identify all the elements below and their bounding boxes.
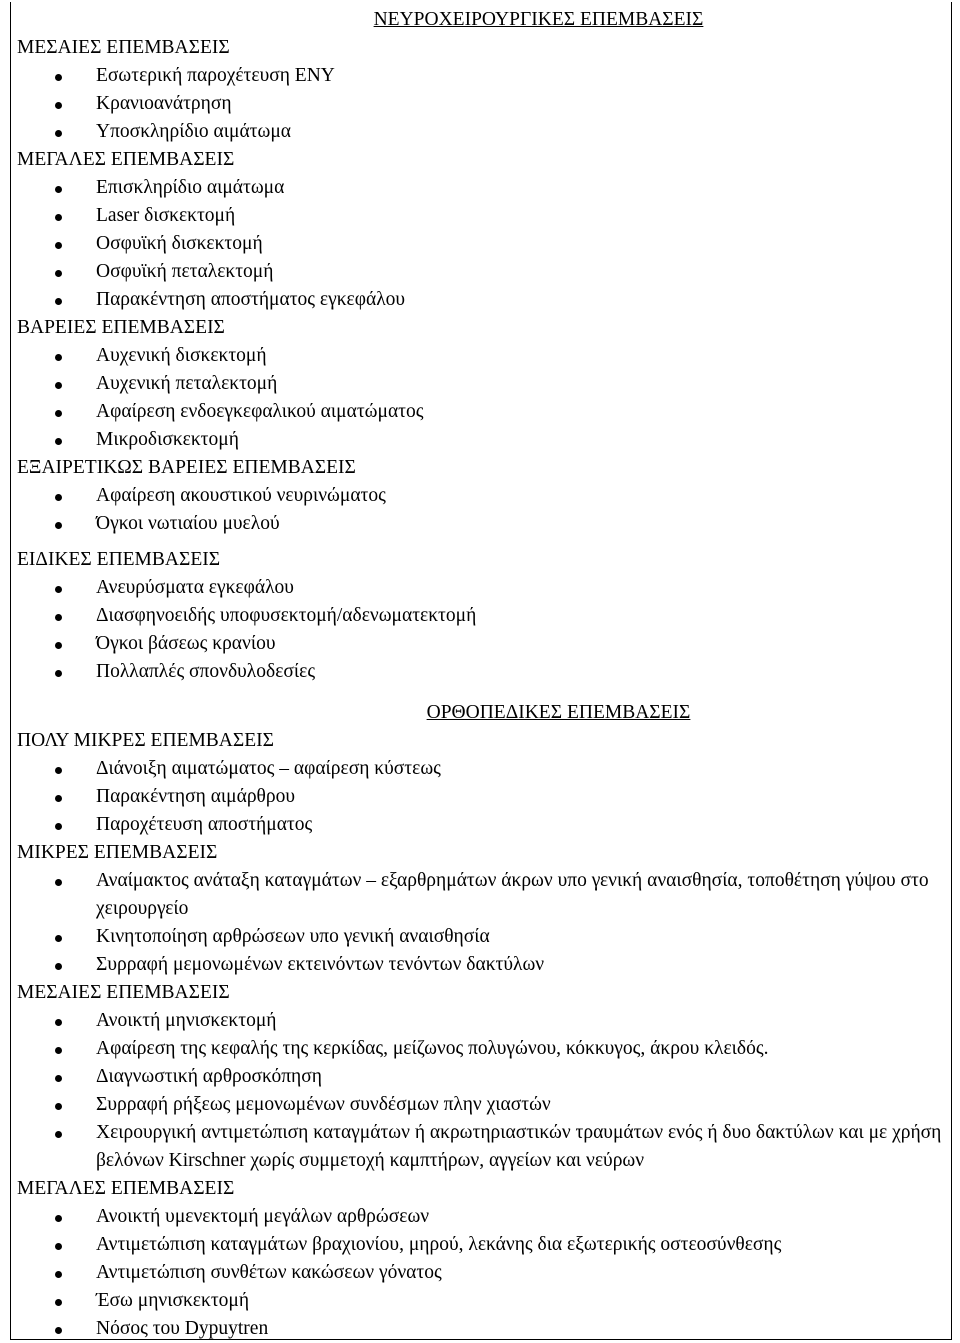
bullet-icon [55, 522, 62, 529]
list-item: Αυχενική δισκεκτομή [17, 342, 960, 370]
list-item: Οσφυϊκή δισκεκτομή [17, 230, 960, 258]
section-title-neuro: ΝΕΥΡΟΧΕΙΡΟΥΡΓΙΚΕΣ ΕΠΕΜΒΑΣΕΙΣ [373, 9, 704, 30]
list-item: Χειρουργική αντιμετώπιση καταγμάτων ή ακρωτηριαστικών τραυμάτων ενός ή δυο δακτύλων και με χρήση βελόνων Kirschner χωρίς συμμετοχή καμπτήρων, αγγείων και νεύρων [17, 1119, 960, 1175]
list-item: Παρακέντηση αιμάρθρου [17, 783, 960, 811]
bullet-icon [55, 410, 62, 417]
bullet-icon [55, 1131, 62, 1138]
procedure-list [17, 1203, 960, 1343]
list-item: Οσφυϊκή πεταλεκτομή [17, 258, 960, 286]
list-item: Έσω μηνισκεκτομή [17, 1287, 960, 1315]
bullet-icon [55, 879, 62, 886]
bullet-icon [55, 795, 62, 802]
procedure-list [17, 342, 960, 454]
list-item: Αντιμετώπιση καταγμάτων βραχιονίου, μηρού, λεκάνης δια εξωτερικής οστεοσύνθεσης [17, 1231, 960, 1259]
bullet-icon [55, 642, 62, 649]
bullet-icon [55, 1243, 62, 1250]
category-heading: ΕΙΔΙΚΕΣ ΕΠΕΜΒΑΣΕΙΣ [17, 549, 221, 570]
bullet-icon [55, 767, 62, 774]
list-item: Κινητοποίηση αρθρώσεων υπο γενική αναισθησία [17, 923, 960, 951]
bullet-icon [55, 823, 62, 830]
category-heading: ΜΙΚΡΕΣ ΕΠΕΜΒΑΣΕΙΣ [17, 842, 218, 863]
bullet-icon [55, 298, 62, 305]
list-item: Όγκοι νωτιαίου μυελού [17, 510, 960, 538]
list-item: Μικροδισκεκτομή [17, 426, 960, 454]
list-item: Υποσκληρίδιο αιμάτωμα [17, 118, 960, 146]
bullet-icon [55, 1327, 62, 1334]
list-item: Αντιμετώπιση συνθέτων κακώσεων γόνατος [17, 1259, 960, 1287]
bullet-icon [55, 1299, 62, 1306]
category-heading: ΕΞΑΙΡΕΤΙΚΩΣ ΒΑΡΕΙΕΣ ΕΠΕΜΒΑΣΕΙΣ [17, 457, 356, 478]
list-item: Αφαίρεση ακουστικού νευρινώματος [17, 482, 960, 510]
list-item: Ανοικτή υμενεκτομή μεγάλων αρθρώσεων [17, 1203, 960, 1231]
list-item: Παροχέτευση αποστήματος [17, 811, 960, 839]
list-item: Ανοικτή μηνισκεκτομή [17, 1007, 960, 1035]
bullet-icon [55, 214, 62, 221]
ortho-section [17, 699, 960, 1343]
list-item: Όγκοι βάσεως κρανίου [17, 630, 960, 658]
list-item: Αυχενική πεταλεκτομή [17, 370, 960, 398]
bullet-icon [55, 438, 62, 445]
procedure-list [17, 174, 960, 314]
procedure-list [17, 755, 960, 839]
list-item: Διασφηνοειδής υποφυσεκτομή/αδενωματεκτομή [17, 602, 960, 630]
bullet-icon [55, 186, 62, 193]
procedure-list [17, 574, 960, 686]
bullet-icon [55, 242, 62, 249]
category-heading: ΒΑΡΕΙΕΣ ΕΠΕΜΒΑΣΕΙΣ [17, 317, 225, 338]
bullet-icon [55, 670, 62, 677]
list-item: Αφαίρεση της κεφαλής της κερκίδας, μείζωνος πολυγώνου, κόκκυγος, άκρου κλειδός. [17, 1035, 960, 1063]
category-heading: ΜΕΣΑΙΕΣ ΕΠΕΜΒΑΣΕΙΣ [17, 37, 230, 58]
bullet-icon [55, 1103, 62, 1110]
list-item: Συρραφή μεμονωμένων εκτεινόντων τενόντων δακτύλων [17, 951, 960, 979]
category-heading: ΠΟΛΥ ΜΙΚΡΕΣ ΕΠΕΜΒΑΣΕΙΣ [17, 730, 274, 751]
procedure-list [17, 867, 960, 979]
bullet-icon [55, 494, 62, 501]
procedure-list [17, 482, 960, 538]
bullet-icon [55, 1075, 62, 1082]
category-heading: ΜΕΣΑΙΕΣ ΕΠΕΜΒΑΣΕΙΣ [17, 982, 230, 1003]
bullet-icon [55, 102, 62, 109]
bullet-icon [55, 382, 62, 389]
bullet-icon [55, 270, 62, 277]
bullet-icon [55, 614, 62, 621]
bullet-icon [55, 130, 62, 137]
list-item: Επισκληρίδιο αιμάτωμα [17, 174, 960, 202]
list-item: Αναίμακτος ανάταξη καταγμάτων – εξαρθρημάτων άκρων υπο γενική αναισθησία, τοποθέτηση γύψου στο χειρουργείο [17, 867, 960, 923]
list-item: Διάνοιξη αιματώματος – αφαίρεση κύστεως [17, 755, 960, 783]
bullet-icon [55, 354, 62, 361]
bullet-icon [55, 1019, 62, 1026]
list-item: Laser δισκεκτομή [17, 202, 960, 230]
bullet-icon [55, 1215, 62, 1222]
neuro-section [17, 3, 960, 686]
section-title-ortho: ΟΡΘΟΠΕΔΙΚΕΣ ΕΠΕΜΒΑΣΕΙΣ [426, 702, 691, 723]
spacer [17, 538, 960, 546]
list-item: Πολλαπλές σπονδυλοδεσίες [17, 658, 960, 686]
bullet-icon [55, 586, 62, 593]
bullet-icon [55, 935, 62, 942]
bullet-icon [55, 1047, 62, 1054]
list-item: Κρανιοανάτρηση [17, 90, 960, 118]
list-item: Νόσος του Dypuytren [17, 1315, 960, 1343]
list-item: Παρακέντηση αποστήματος εγκεφάλου [17, 286, 960, 314]
list-item: Διαγνωστική αρθροσκόπηση [17, 1063, 960, 1091]
procedure-list [17, 62, 960, 146]
bullet-icon [55, 963, 62, 970]
procedure-list [17, 1007, 960, 1175]
list-item: Συρραφή ρήξεως μεμονωμένων συνδέσμων πλην χιαστών [17, 1091, 960, 1119]
list-item: Εσωτερική παροχέτευση ΕΝΥ [17, 62, 960, 90]
bullet-icon [55, 74, 62, 81]
category-heading: ΜΕΓΑΛΕΣ ΕΠΕΜΒΑΣΕΙΣ [17, 1178, 235, 1199]
category-heading: ΜΕΓΑΛΕΣ ΕΠΕΜΒΑΣΕΙΣ [17, 149, 235, 170]
list-item: Ανευρύσματα εγκεφάλου [17, 574, 960, 602]
list-item: Αφαίρεση ενδοεγκεφαλικού αιματώματος [17, 398, 960, 426]
bullet-icon [55, 1271, 62, 1278]
